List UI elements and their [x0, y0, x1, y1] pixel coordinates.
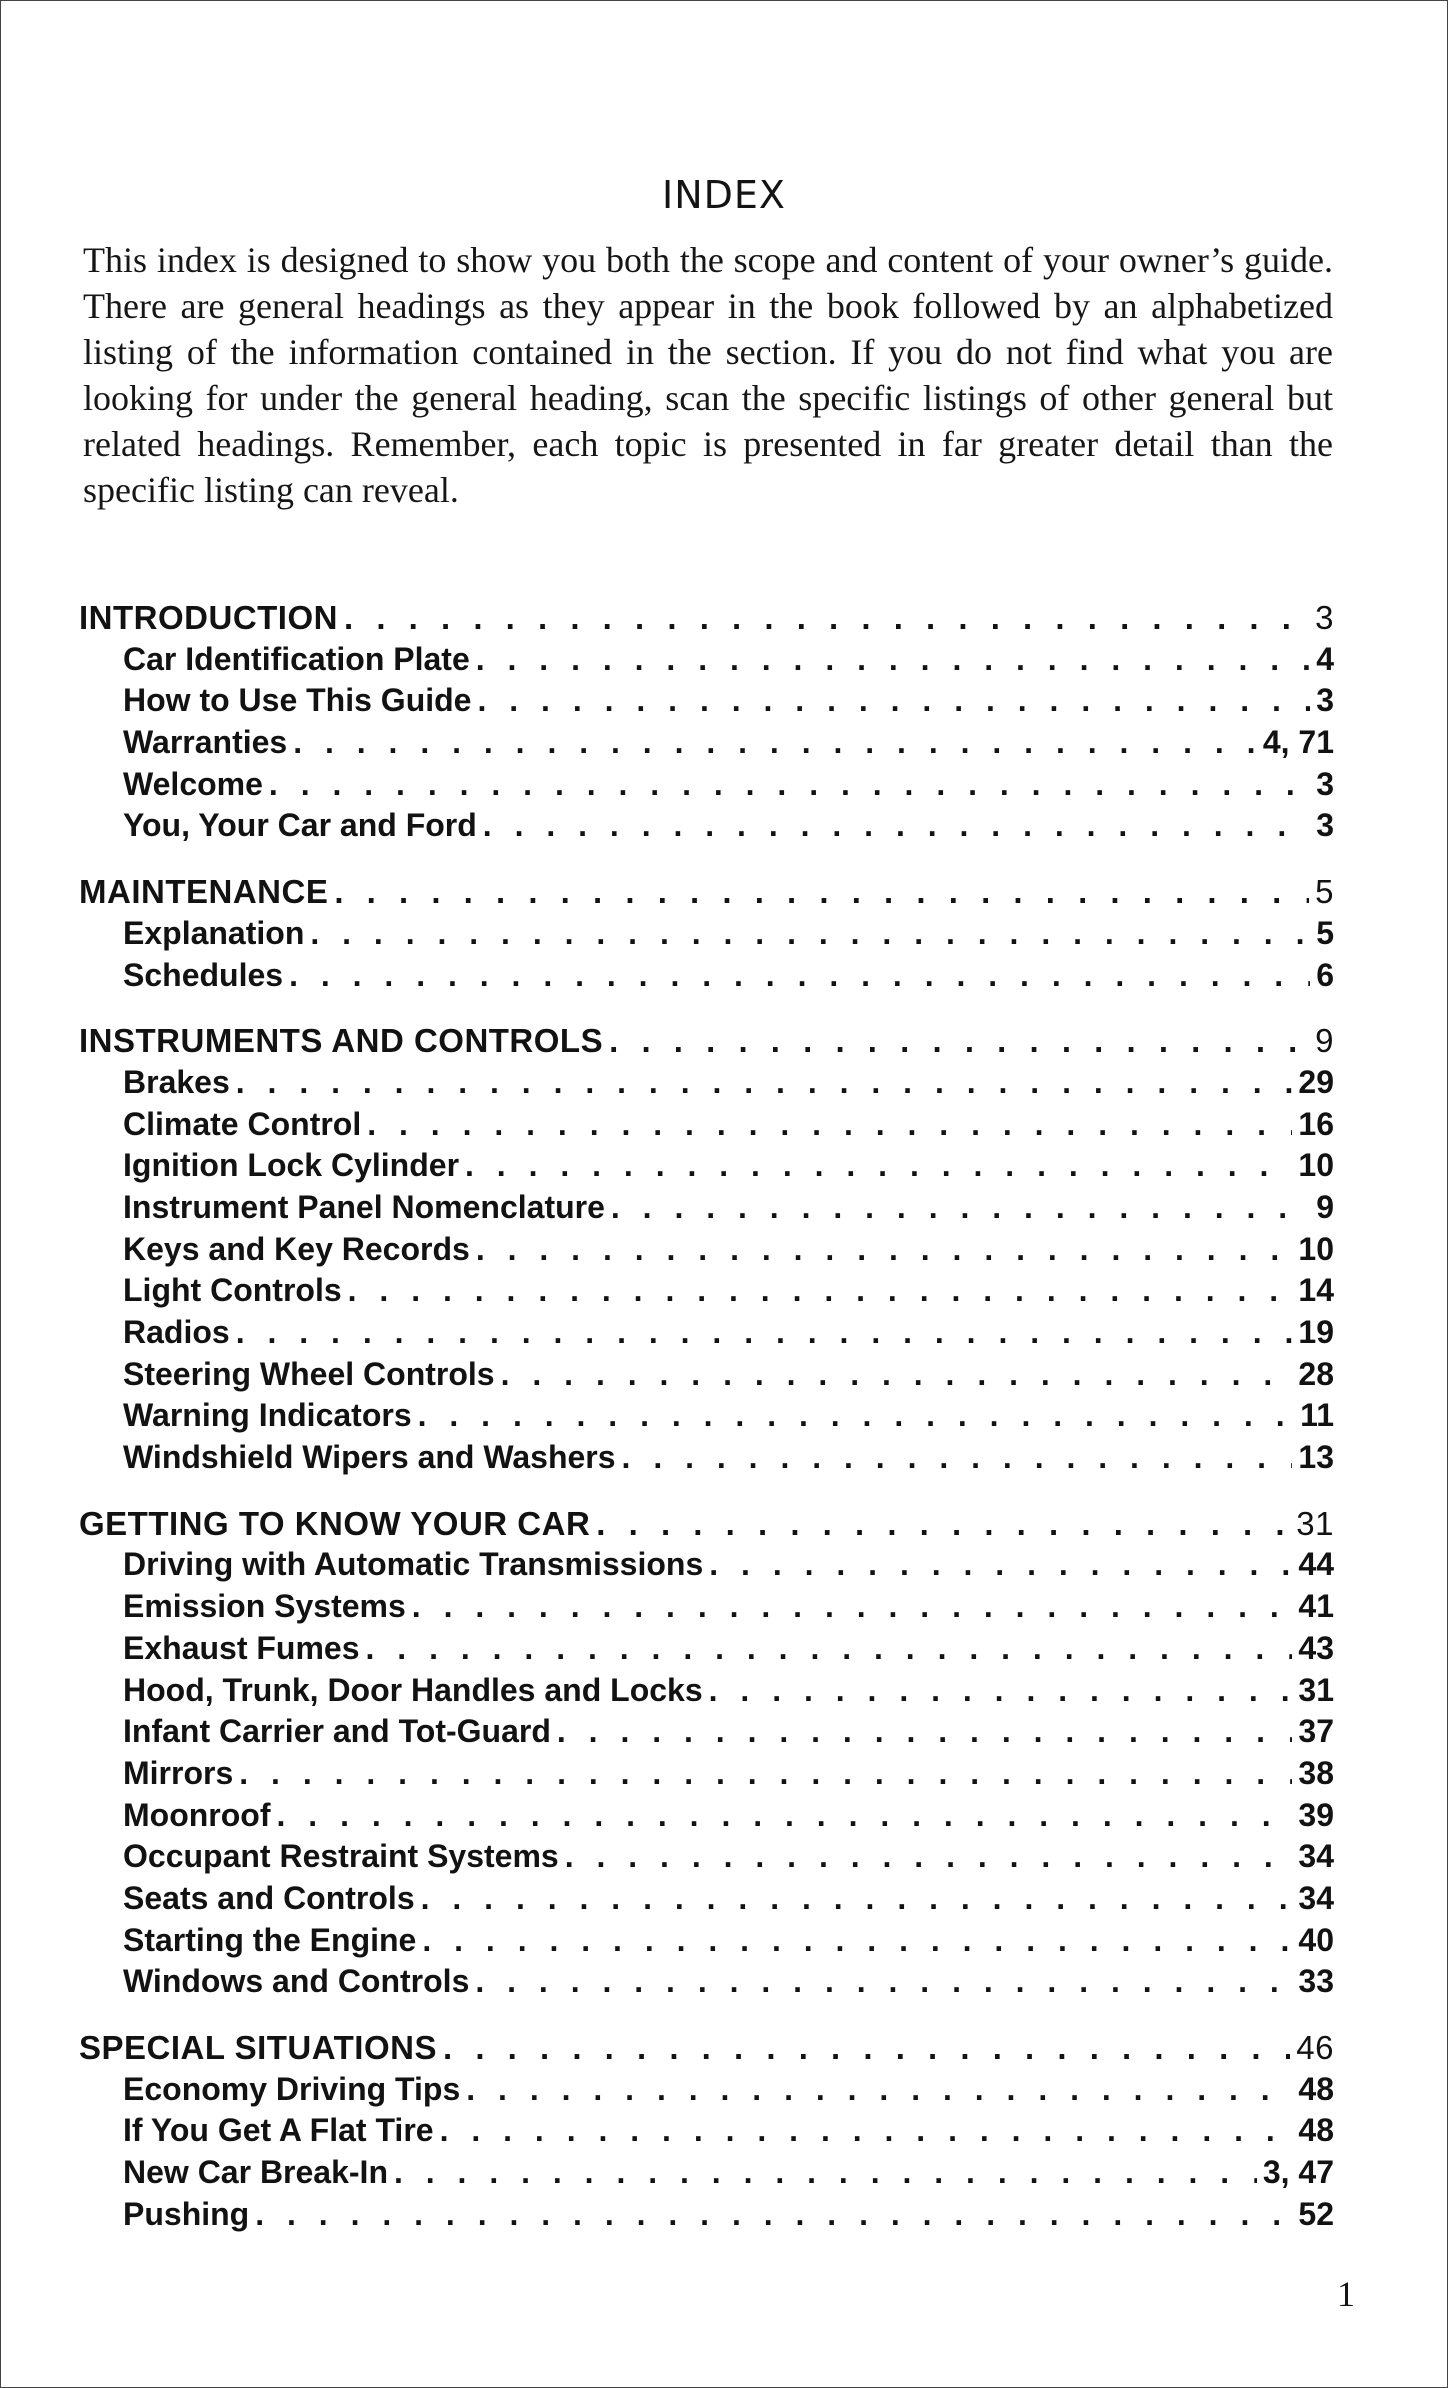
- page-number: 1: [1337, 2274, 1355, 2314]
- index-entry-page-ref: 19: [1298, 1314, 1334, 1350]
- index-entry: [79, 1544, 1334, 1586]
- index-entry-page-ref: 48: [1298, 2112, 1334, 2149]
- index-entry-label: Windows and Controls: [123, 1963, 470, 2000]
- index-entry: [79, 2194, 1334, 2236]
- index-entry-label: Brakes: [123, 1063, 230, 1100]
- index-entry-label: Emission Systems: [123, 1588, 406, 1625]
- index-entry: [79, 1795, 1334, 1837]
- dot-leader: [293, 722, 1257, 764]
- index-entry-label: Keys and Key Records: [123, 1230, 470, 1267]
- section-heading-label: INTRODUCTION: [79, 599, 338, 636]
- dot-leader: [501, 1354, 1293, 1396]
- dot-leader: [236, 1062, 1293, 1104]
- index-entry-page-ref: 44: [1298, 1546, 1334, 1583]
- dot-leader: [596, 1503, 1290, 1545]
- section-heading-label: MAINTENANCE: [79, 873, 329, 911]
- section-heading-page-ref: 31: [1296, 1504, 1334, 1542]
- index-section: [79, 1020, 1334, 1479]
- dot-leader: [277, 1795, 1293, 1837]
- intro-paragraph: This index is designed to show you both the scope and content of your owner’s guide. There are general headings as they appear in the book followed by an alphabetized listing of the information contained in the section. If you do not find what you are looking for under the general heading, scan the specific listings of other general but related headings. Remember, each topic is presented in far greater detail than the specific listing can reveal.: [83, 240, 1333, 510]
- index-entry-page-ref: 39: [1298, 1796, 1334, 1833]
- index-entry: [79, 680, 1334, 722]
- index-entry-label: Warranties: [123, 724, 288, 761]
- index-entry: [79, 1878, 1334, 1920]
- dot-leader: [412, 1586, 1293, 1628]
- index-entry-page-ref: 14: [1298, 1272, 1334, 1309]
- section-heading: [79, 1503, 1334, 1545]
- index-entry-page-ref: 3: [1316, 807, 1334, 844]
- index-section: [79, 2027, 1334, 2235]
- section-heading: [79, 2027, 1334, 2069]
- index-entry-page-ref: 34: [1298, 1879, 1334, 1916]
- dot-leader: [475, 1961, 1292, 2003]
- index-entry: [79, 722, 1334, 764]
- index-entry-label: Pushing: [123, 2195, 250, 2232]
- section-heading: [79, 871, 1334, 913]
- dot-leader: [236, 1312, 1293, 1354]
- index-entry-label: If You Get A Flat Tire: [123, 2112, 434, 2149]
- index-entry: [79, 2110, 1334, 2152]
- index-entry-page-ref: 10: [1298, 1147, 1334, 1184]
- dot-leader: [622, 1437, 1293, 1479]
- index-entry-page-ref: 52: [1298, 2195, 1334, 2232]
- index-entry-label: Mirrors: [123, 1754, 234, 1791]
- index-entry-page-ref: 3, 47: [1262, 2154, 1334, 2191]
- index-entry-label: You, Your Car and Ford: [123, 807, 477, 844]
- index-entry: [79, 1145, 1334, 1187]
- index-entry-page-ref: 34: [1298, 1838, 1334, 1875]
- index-entry: [79, 764, 1334, 806]
- dot-leader: [476, 639, 1310, 681]
- index-entry: [79, 805, 1334, 847]
- index-entry-label: Ignition Lock Cylinder: [123, 1147, 460, 1184]
- section-heading-page-ref: 9: [1315, 1022, 1334, 1060]
- dot-leader: [476, 1229, 1293, 1271]
- index-entry: [79, 913, 1334, 955]
- dot-leader: [310, 913, 1310, 955]
- section-heading-label: SPECIAL SITUATIONS: [79, 2029, 437, 2066]
- index-entry: [79, 1312, 1334, 1354]
- index-entry-page-ref: 29: [1298, 1063, 1334, 1100]
- index-entry: [79, 1062, 1334, 1104]
- dot-leader: [422, 1920, 1292, 1962]
- index-entry-page-ref: 3: [1316, 765, 1334, 802]
- index-entry-page-ref: 3: [1316, 682, 1334, 719]
- index-entry: [79, 1586, 1334, 1628]
- dot-leader: [465, 1145, 1292, 1187]
- index-entry-page-ref: 11: [1300, 1397, 1334, 1434]
- dot-leader: [418, 1395, 1295, 1437]
- dot-leader: [348, 1270, 1293, 1312]
- index-entry-label: Explanation: [123, 914, 305, 951]
- index-entry-label: Starting the Engine: [123, 1921, 417, 1958]
- index-entry-page-ref: 48: [1298, 2070, 1334, 2107]
- index-entry-label: Infant Carrier and Tot-Guard: [123, 1713, 551, 1750]
- index-entry: [79, 1670, 1334, 1712]
- index-entry-label: Car Identification Plate: [123, 640, 470, 677]
- index-entry-page-ref: 37: [1298, 1713, 1334, 1750]
- index-entry-label: Seats and Controls: [123, 1879, 415, 1916]
- index-entry-page-ref: 38: [1298, 1754, 1334, 1791]
- dot-leader: [421, 1878, 1293, 1920]
- index-entry-label: Light Controls: [123, 1272, 342, 1309]
- index-entry: [79, 1270, 1334, 1312]
- dot-leader: [709, 1544, 1292, 1586]
- index-entry: [79, 2069, 1334, 2111]
- index-entry: [79, 1961, 1334, 2003]
- index-entry: [79, 1395, 1334, 1437]
- index-listing: [79, 597, 1334, 2259]
- index-entry: [79, 1187, 1334, 1229]
- index-entry-label: Warning Indicators: [123, 1397, 412, 1434]
- dot-leader: [344, 597, 1309, 639]
- index-entry-label: Economy Driving Tips: [123, 2070, 461, 2107]
- index-entry: [79, 1711, 1334, 1753]
- index-entry-label: Exhaust Fumes: [123, 1629, 360, 1666]
- dot-leader: [440, 2110, 1293, 2152]
- index-entry-page-ref: 4, 71: [1262, 724, 1334, 761]
- dot-leader: [466, 2069, 1292, 2111]
- index-entry-page-ref: 16: [1298, 1105, 1334, 1142]
- index-section: [79, 871, 1334, 996]
- dot-leader: [366, 1628, 1293, 1670]
- index-entry-page-ref: 41: [1298, 1588, 1334, 1625]
- dot-leader: [443, 2027, 1290, 2069]
- dot-leader: [611, 1187, 1310, 1229]
- index-entry-label: Windshield Wipers and Washers: [123, 1439, 616, 1476]
- dot-leader: [367, 1104, 1292, 1146]
- index-entry-label: Radios: [123, 1314, 230, 1350]
- index-entry: [79, 639, 1334, 681]
- index-entry-page-ref: 33: [1298, 1963, 1334, 2000]
- section-heading-page-ref: 3: [1315, 599, 1334, 636]
- index-entry-label: Occupant Restraint Systems: [123, 1838, 559, 1875]
- index-entry: [79, 2152, 1334, 2194]
- section-heading-page-ref: 46: [1296, 2029, 1334, 2066]
- index-entry-page-ref: 43: [1298, 1629, 1334, 1666]
- index-section: [79, 1503, 1334, 2003]
- index-entry: [79, 1628, 1334, 1670]
- index-entry-label: Welcome: [123, 765, 263, 802]
- dot-leader: [289, 955, 1310, 997]
- index-entry-page-ref: 6: [1316, 956, 1334, 993]
- index-entry-label: How to Use This Guide: [123, 682, 472, 719]
- section-heading-label: INSTRUMENTS AND CONTROLS: [79, 1022, 604, 1060]
- index-entry: [79, 1437, 1334, 1479]
- index-entry: [79, 1920, 1334, 1962]
- section-heading: [79, 1020, 1334, 1062]
- index-entry: [79, 1104, 1334, 1146]
- dot-leader: [394, 2152, 1257, 2194]
- dot-leader: [239, 1753, 1292, 1795]
- index-entry: [79, 1354, 1334, 1396]
- index-entry-page-ref: 5: [1316, 914, 1334, 951]
- index-entry-label: Steering Wheel Controls: [123, 1355, 495, 1392]
- index-entry-label: Climate Control: [123, 1105, 362, 1142]
- section-heading: [79, 597, 1334, 639]
- index-entry-page-ref: 9: [1316, 1188, 1334, 1225]
- index-section: [79, 597, 1334, 847]
- dot-leader: [709, 1670, 1293, 1712]
- index-entry: [79, 1753, 1334, 1795]
- index-entry: [79, 955, 1334, 997]
- dot-leader: [483, 805, 1310, 847]
- dot-leader: [557, 1711, 1293, 1753]
- index-entry-page-ref: 40: [1298, 1921, 1334, 1958]
- index-entry-label: New Car Break-In: [123, 2154, 388, 2191]
- dot-leader: [477, 680, 1310, 722]
- index-entry-label: Schedules: [123, 956, 284, 993]
- index-entry-page-ref: 28: [1298, 1355, 1334, 1392]
- page-title: INDEX: [662, 173, 786, 217]
- section-heading-page-ref: 5: [1315, 873, 1334, 911]
- index-entry: [79, 1229, 1334, 1271]
- index-entry-label: Hood, Trunk, Door Handles and Locks: [123, 1671, 703, 1708]
- index-entry-page-ref: 4: [1316, 640, 1334, 677]
- dot-leader: [565, 1836, 1293, 1878]
- index-entry-label: Driving with Automatic Transmissions: [123, 1546, 704, 1583]
- section-heading-label: GETTING TO KNOW YOUR CAR: [79, 1504, 591, 1542]
- dot-leader: [269, 764, 1310, 806]
- index-entry-page-ref: 31: [1298, 1671, 1334, 1708]
- index-entry: [79, 1836, 1334, 1878]
- index-entry-page-ref: 10: [1298, 1230, 1334, 1267]
- index-entry-label: Instrument Panel Nomenclature: [123, 1188, 605, 1225]
- dot-leader: [609, 1020, 1309, 1062]
- index-entry-page-ref: 13: [1298, 1439, 1334, 1476]
- dot-leader: [334, 871, 1309, 913]
- dot-leader: [255, 2194, 1292, 2236]
- index-entry-label: Moonroof: [123, 1796, 271, 1833]
